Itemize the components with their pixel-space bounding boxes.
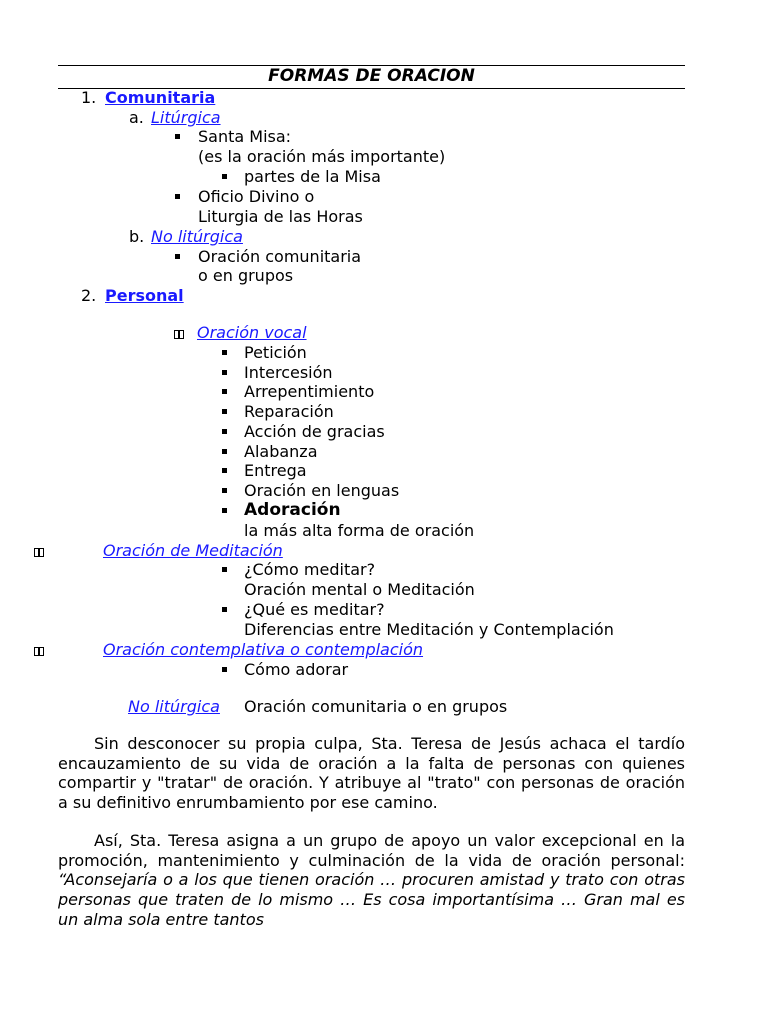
no-liturgica-description: Oración comunitaria o en grupos	[244, 697, 508, 716]
paragraph-2-quote: “Aconsejaría o a los que tienen oración … procuren amistad y trato con otras personas que traten de lo mismo … Es cosa importantísima … Gran mal es un alma sola entre tantos	[58, 870, 685, 929]
item-number-1: 1.	[81, 88, 97, 107]
bullet-icon	[175, 254, 180, 259]
bullet-icon	[222, 468, 227, 473]
list-item-entrega: Entrega	[244, 461, 307, 480]
en-grupos-text: o en grupos	[198, 266, 294, 285]
bullet-icon	[175, 134, 180, 139]
list-item-como-adorar: Cómo adorar	[244, 660, 349, 679]
link-oracion-meditacion[interactable]: Oración de Meditación	[103, 541, 283, 560]
list-item-partes-misa: partes de la Misa	[244, 167, 381, 186]
bullet-icon	[222, 607, 227, 612]
adoracion-note: la más alta forma de oración	[244, 521, 475, 540]
list-item-santa-misa: Santa Misa:	[198, 127, 292, 146]
bullet-icon	[222, 174, 227, 179]
paragraph-2	[58, 831, 685, 930]
item-letter-a: a.	[129, 108, 144, 127]
link-comunitaria[interactable]: Comunitaria	[105, 88, 216, 107]
list-item-alabanza: Alabanza	[244, 442, 318, 461]
bullet-icon	[222, 508, 227, 513]
link-liturgica[interactable]: Litúrgica	[151, 108, 221, 127]
link-oracion-vocal[interactable]: Oración vocal	[197, 323, 307, 342]
item-number-2: 2.	[81, 286, 97, 305]
missing-glyph-icon	[39, 548, 44, 557]
link-no-liturgica[interactable]: No litúrgica	[151, 227, 243, 246]
list-item-accion-de-gracias: Acción de gracias	[244, 422, 385, 441]
bullet-icon	[222, 350, 227, 355]
list-item-intercesion: Intercesión	[244, 363, 333, 382]
que-es-meditar-note: Diferencias entre Meditación y Contemplación	[244, 620, 614, 639]
missing-glyph-icon	[39, 647, 44, 656]
bullet-icon	[222, 370, 227, 375]
item-letter-b: b.	[129, 227, 145, 246]
liturgia-horas-text: Liturgia de las Horas	[198, 207, 363, 226]
list-item-adoracion: Adoración	[244, 500, 341, 520]
link-no-liturgica-anchor[interactable]: No litúrgica	[128, 697, 220, 716]
como-meditar-note: Oración mental o Meditación	[244, 580, 475, 599]
bullet-icon	[222, 488, 227, 493]
page-title: FORMAS DE ORACION	[268, 66, 475, 86]
bullet-icon	[222, 429, 227, 434]
bullet-icon	[222, 449, 227, 454]
bullet-icon	[222, 389, 227, 394]
list-item-arrepentimiento: Arrepentimiento	[244, 382, 375, 401]
list-item-oracion-comunitaria: Oración comunitaria	[198, 247, 362, 266]
list-item-que-es-meditar: ¿Qué es meditar?	[244, 600, 385, 619]
list-item-peticion: Petición	[244, 343, 307, 362]
bullet-icon	[222, 667, 227, 672]
list-item-reparacion: Reparación	[244, 402, 334, 421]
missing-glyph-icon	[179, 330, 184, 339]
link-oracion-contemplativa[interactable]: Oración contemplativa o contemplación	[103, 640, 424, 659]
paragraph-1: Sin desconocer su propia culpa, Sta. Teresa de Jesús achaca el tardío encauzamiento de su vida de oración a la falta de personas con quienes compartir y "tratar" de oración. Y atribuye al "trato" con personas de oración a su definitivo enrumbamiento por ese camino.	[58, 734, 685, 813]
bullet-icon	[222, 409, 227, 414]
link-personal[interactable]: Personal	[105, 286, 184, 305]
bullet-icon	[222, 567, 227, 572]
bullet-icon	[175, 194, 180, 199]
santa-misa-note: (es la oración más importante)	[198, 147, 446, 166]
paragraph-2-intro: Así, Sta. Teresa asigna a un grupo de apoyo un valor excepcional en la promoción, mantenimiento y culminación de la vida de oración personal:	[58, 831, 685, 870]
list-item-oracion-en-lenguas: Oración en lenguas	[244, 481, 400, 500]
list-item-oficio-divino: Oficio Divino o	[198, 187, 315, 206]
list-item-como-meditar: ¿Cómo meditar?	[244, 560, 376, 579]
